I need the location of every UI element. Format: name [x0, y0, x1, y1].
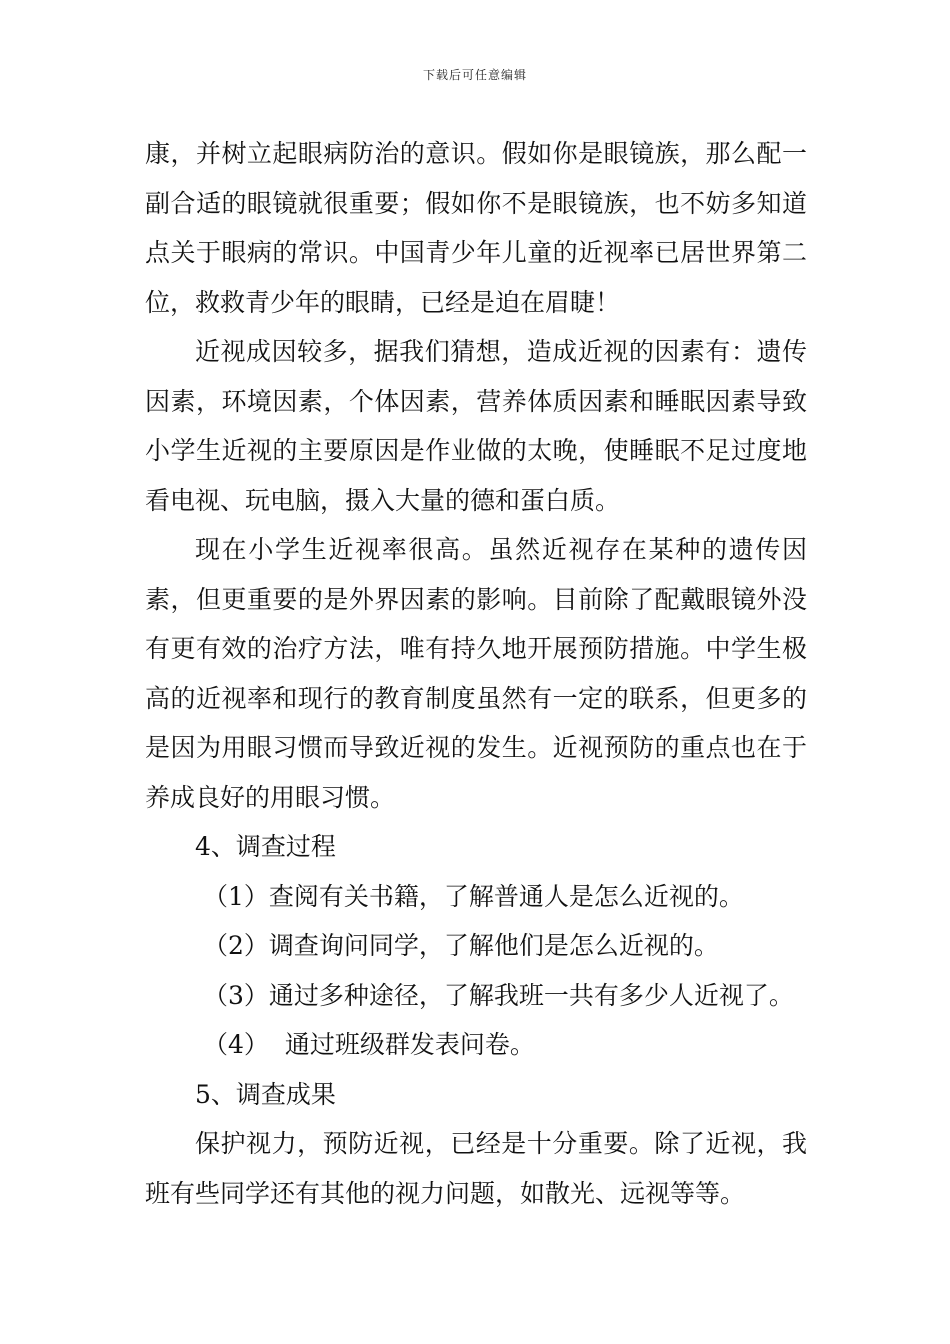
process-step-3: （3）通过多种途径，了解我班一共有多少人近视了。	[203, 980, 794, 1010]
process-step-2: （2）调查询问同学，了解他们是怎么近视的。	[203, 931, 719, 960]
section-heading-results: 5、调查成果	[195, 1079, 336, 1109]
body-text	[145, 129, 807, 1218]
paragraph-results: 保护视力，预防近视，已经是十分重要。除了近视，我班有些同学还有其他的视力问题，如散光、远视等等。	[145, 1129, 807, 1208]
process-step-1: （1）查阅有关书籍，了解普通人是怎么近视的。	[203, 881, 744, 911]
paragraph-causes: 近视成因较多，据我们猜想，造成近视的因素有：遗传因素，环境因素，个体因素，营养体质因素和睡眠因素导致小学生近视的主要原因是作业做的太晚，使睡眠不足过度地看电视、玩电脑，摄入大量的德和蛋白质。	[145, 337, 807, 515]
process-step-4	[145, 1020, 807, 1070]
process-step-4-text: 通过班级群发表问卷。	[284, 1030, 535, 1059]
process-step-4-number: （4）	[203, 1030, 269, 1059]
section-heading-process: 4、调查过程	[195, 832, 336, 861]
paragraph-current-situation: 现在小学生近视率很高。虽然近视存在某种的遗传因素，但更重要的是外界因素的影响。目前除了配戴眼镜外没有更有效的治疗方法，唯有持久地开展预防措施。中学生极高的近视率和现行的教育制度虽然有一定的联系，但更多的是因为用眼习惯而导致近视的发生。近视预防的重点也在于养成良好的用眼习惯。	[145, 535, 807, 812]
paragraph-intro-continued: 康，并树立起眼病防治的意识。假如你是眼镜族，那么配一副合适的眼镜就很重要；假如你不是眼镜族，也不妨多知道点关于眼病的常识。中国青少年儿童的近视率已居世界第二位，救救青少年的眼睛，已经是迫在眉睫！	[145, 139, 807, 317]
header-note: 下载后可任意编辑	[422, 68, 527, 82]
